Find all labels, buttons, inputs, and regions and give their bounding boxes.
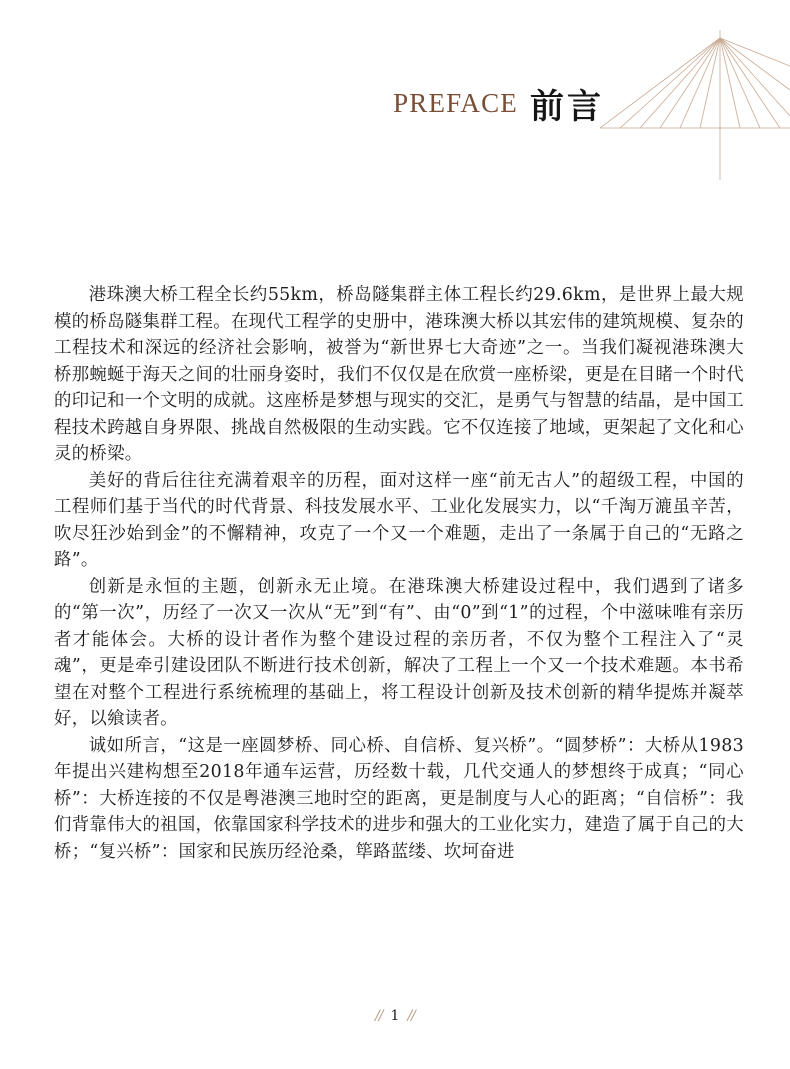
footer-slash-left: // xyxy=(375,1008,383,1024)
preface-title-en: PREFACE xyxy=(393,88,518,118)
corner-ornament-icon xyxy=(600,30,790,180)
page-number: 1 xyxy=(390,1008,400,1024)
paragraph-2: 美好的背后往往充满着艰辛的历程，面对这样一座“前无古人”的超级工程，中国的工程师们基于当代的时代背景、科技发展水平、工业化发展实力，以“千淘万漉虽辛苦，吹尽狂沙始到金”的不懈精神，攻克了一个又一个难题，走出了一条属于自己的“无路之路”。 xyxy=(54,470,744,570)
footer-slash-right: // xyxy=(407,1008,415,1024)
paragraph-1: 港珠澳大桥工程全长约55km，桥岛隧集群主体工程长约29.6km，是世界上最大规模的桥岛隧集群工程。在现代工程学的史册中，港珠澳大桥以其宏伟的建筑规模、复杂的工程技术和深远的经济社会影响，被誉为“新世界七大奇迹”之一。当我们凝视港珠澳大桥那蜿蜒于海天之间的壮丽身姿时，我们不仅仅是在欣赏一座桥梁，更是在目睹一个时代的印记和一个文明的成就。这座桥是梦想与现实的交汇，是勇气与智慧的结晶，是中国工程技术跨越自身界限、挑战自然极限的生动实践。它不仅连接了地域，更架起了文化和心灵的桥梁。 xyxy=(54,285,744,464)
paragraph-4: 诚如所言，“这是一座圆梦桥、同心桥、自信桥、复兴桥”。“圆梦桥”：大桥从1983年提出兴建构想至2018年通车运营，历经数十载，几代交通人的梦想终于成真；“同心桥”：大桥连接的不仅是粤港澳三地时空的距离，更是制度与人心的距离；“自信桥”：我们背靠伟大的祖国，依靠国家科学技术的进步和强大的工业化实力，建造了属于自己的大桥；“复兴桥”：国家和民族历经沧桑，筚路蓝缕、坎坷奋进 xyxy=(54,735,744,862)
page-header xyxy=(0,79,604,128)
preface-title-zh: 前言 xyxy=(530,87,604,127)
preface-body xyxy=(54,282,744,865)
page-footer xyxy=(0,1008,790,1024)
paragraph-3: 创新是永恒的主题，创新永无止境。在港珠澳大桥建设过程中，我们遇到了诸多的“第一次”，历经了一次又一次从“无”到“有”、由“0”到“1”的过程，个中滋味唯有亲历者才能体会。大桥的设计者作为整个建设过程的亲历者，不仅为整个工程注入了“灵魂”，更是牵引建设团队不断进行技术创新，解决了工程上一个又一个技术难题。本书希望在对整个工程进行系统梳理的基础上，将工程设计创新及技术创新的精华提炼并凝萃好，以飨读者。 xyxy=(54,576,744,729)
